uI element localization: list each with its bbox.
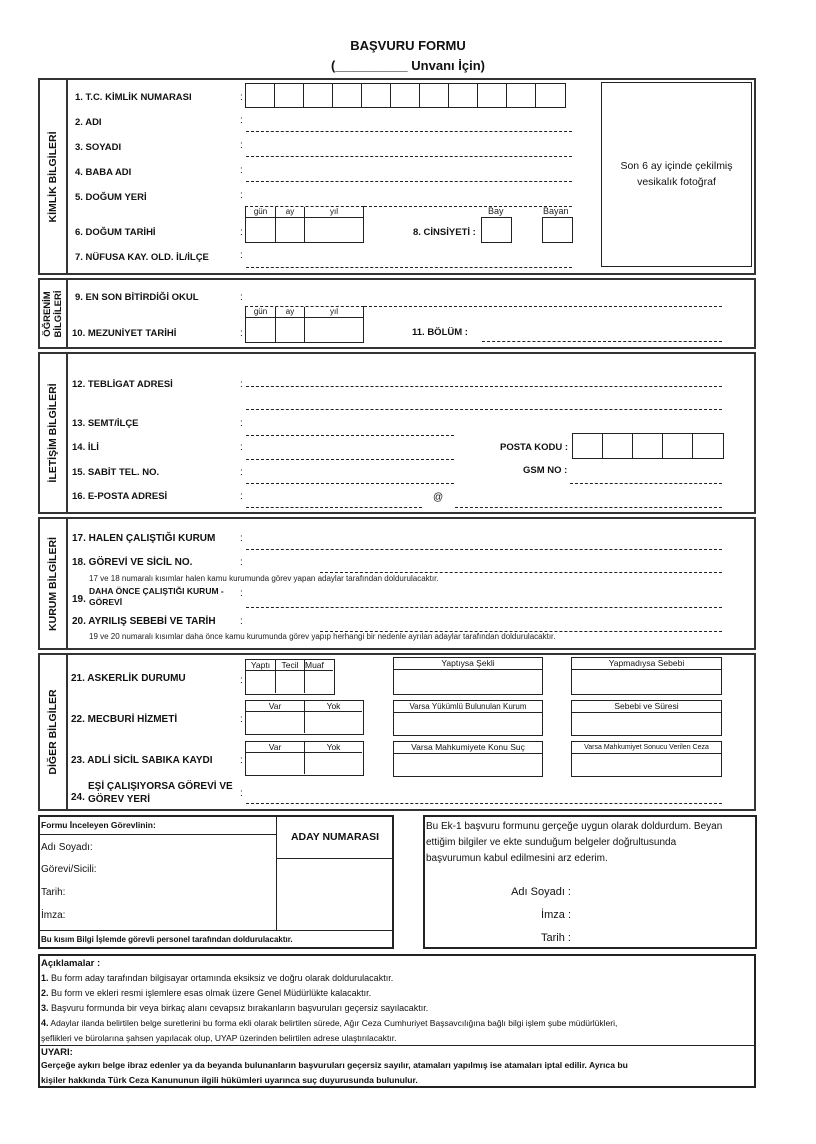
military-done-label: Yaptı bbox=[246, 660, 276, 671]
label-previous-institution-line2: GÖREVİ bbox=[89, 597, 123, 607]
position-registry-input[interactable] bbox=[320, 572, 722, 573]
day-cell[interactable] bbox=[246, 318, 276, 342]
declaration-date-label: Tarih : bbox=[541, 932, 571, 944]
section-label-education-line1: ÖĞRENİM bbox=[42, 290, 53, 337]
declaration-name-label: Adı Soyadı : bbox=[511, 886, 571, 898]
section-label-education-line2: BİLGİLERİ bbox=[53, 290, 64, 337]
form-subtitle bbox=[0, 58, 816, 73]
label-gsm: GSM NO : bbox=[523, 465, 568, 476]
label-criminal-record: 23. ADLİ SİCİL SABIKA KAYDI bbox=[71, 755, 213, 766]
declaration-line3: başvurumun kabul edilmesini arz ederim. bbox=[426, 853, 608, 864]
subtitle-open-paren: ( bbox=[331, 58, 336, 73]
current-institution-input[interactable] bbox=[246, 549, 722, 550]
label-leave-reason: 20. AYRILIŞ SEBEBİ VE TARİH bbox=[72, 616, 216, 627]
obligated-institution-label: Varsa Yükümlü Bulunulan Kurum bbox=[394, 701, 542, 713]
military-done-detail-label: Yaptıysa Şekli bbox=[394, 658, 542, 670]
declaration-text bbox=[426, 819, 722, 867]
month-label: ay bbox=[275, 207, 304, 217]
colon: : bbox=[240, 292, 243, 303]
gender-female-label: Bayan bbox=[543, 206, 569, 216]
label-current-institution: 17. HALEN ÇALIŞTIĞI KURUM bbox=[72, 533, 216, 544]
compulsory-yes-checkbox[interactable] bbox=[246, 712, 305, 733]
form-title: BAŞVURU FORMU bbox=[350, 38, 466, 53]
colon: : bbox=[240, 714, 243, 725]
label-last-school: 9. EN SON BİTİRDİĞİ OKUL bbox=[75, 292, 199, 303]
compulsory-no-checkbox[interactable] bbox=[305, 712, 362, 733]
candidate-number-field[interactable] bbox=[278, 860, 392, 929]
military-not-done-detail[interactable] bbox=[571, 657, 722, 695]
father-name-input[interactable] bbox=[246, 181, 572, 182]
colon: : bbox=[240, 675, 243, 686]
tc-no-input[interactable] bbox=[245, 83, 566, 108]
label-registry-place: 7. NÜFUSA KAY. OLD. İL/İLÇE bbox=[75, 252, 209, 263]
divider bbox=[38, 834, 276, 835]
explanation-item bbox=[41, 971, 617, 986]
section-label-wrap bbox=[40, 354, 68, 512]
label-surname: 3. SOYADI bbox=[75, 142, 122, 153]
email-domain-input[interactable] bbox=[455, 507, 722, 508]
subtitle-suffix: Unvanı İçin) bbox=[407, 58, 485, 73]
criminal-no-label: Yok bbox=[305, 742, 362, 753]
explanation-item-cont: şeflikleri ve bürolarına şahsen yapılacak olup, UYAP üzerinden belirtilen adrese ulaştırılacaktır. bbox=[41, 1033, 397, 1043]
warning-title: UYARI: bbox=[41, 1047, 73, 1058]
department-input[interactable] bbox=[482, 341, 722, 342]
gender-female-checkbox[interactable] bbox=[542, 217, 573, 243]
label-compulsory-service: 22. MECBURİ HİZMETİ bbox=[71, 714, 178, 725]
label-email: 16. E-POSTA ADRESİ bbox=[72, 491, 168, 502]
label-birthplace: 5. DOĞUM YERİ bbox=[75, 192, 147, 203]
reviewer-signature-label: İmza: bbox=[41, 910, 66, 921]
phone-input[interactable] bbox=[246, 483, 454, 484]
divider bbox=[276, 858, 394, 859]
month-cell[interactable] bbox=[276, 218, 305, 242]
explanation-text: Bu form ve ekleri resmi işlemlere esas olmak üzere Genel Müdürlükte kalacaktır. bbox=[48, 988, 372, 998]
month-label: ay bbox=[275, 307, 304, 317]
explanation-number: 3. bbox=[41, 1003, 49, 1013]
explanation-number: 2. bbox=[41, 988, 49, 998]
reviewer-role-label: Görevi/Sicili: bbox=[41, 864, 97, 875]
note-19-20: 19 ve 20 numaralı kısımlar daha önce kamu kurumunda görev yapıp herhangi bir nedenle ayrılan adaylar tarafından doldurulacaktır. bbox=[89, 632, 556, 641]
explanation-item bbox=[41, 1016, 617, 1031]
explanation-item bbox=[41, 986, 617, 1001]
label-military: 21. ASKERLİK DURUMU bbox=[71, 673, 186, 684]
section-label-education bbox=[42, 290, 64, 337]
military-status-options[interactable] bbox=[245, 659, 335, 695]
label-birthdate: 6. DOĞUM TARİHİ bbox=[75, 227, 156, 238]
military-done-checkbox[interactable] bbox=[246, 671, 276, 693]
candidate-number-label: ADAY NUMARASI bbox=[290, 831, 380, 843]
day-cell[interactable] bbox=[246, 218, 276, 242]
colon: : bbox=[240, 467, 243, 478]
birthdate-input[interactable] bbox=[245, 206, 364, 243]
label-gender: 8. CİNSİYETİ : bbox=[413, 227, 476, 238]
declaration-line2: ettiğim bilgiler ve ekte sunduğum belgeler doğrultusunda bbox=[426, 837, 677, 848]
conviction-penalty-label: Varsa Mahkumiyet Sonucu Verilen Ceza bbox=[572, 742, 721, 754]
military-deferred-checkbox[interactable] bbox=[276, 671, 305, 693]
conviction-penalty-field[interactable] bbox=[571, 741, 722, 777]
divider bbox=[38, 930, 394, 931]
reason-duration-field[interactable] bbox=[571, 700, 722, 736]
criminal-no-checkbox[interactable] bbox=[305, 753, 362, 774]
address-input-line2[interactable] bbox=[246, 409, 722, 410]
colon: : bbox=[240, 418, 243, 429]
warning-line2: kişiler hakkında Türk Ceza Kanununun ilgili hükümleri uyarınca suç duyurusunda bulunulur. bbox=[41, 1075, 418, 1085]
colon: : bbox=[240, 165, 243, 176]
postal-code-input[interactable] bbox=[572, 433, 724, 459]
name-input[interactable] bbox=[246, 131, 572, 132]
previous-institution-input[interactable] bbox=[246, 607, 722, 608]
military-done-detail[interactable] bbox=[393, 657, 543, 695]
label-spouse-job-line2: GÖREV YERİ bbox=[88, 794, 151, 805]
surname-input[interactable] bbox=[246, 156, 572, 157]
reviewer-date-label: Tarih: bbox=[41, 887, 66, 898]
military-exempt-checkbox[interactable] bbox=[305, 671, 333, 693]
year-label: yıl bbox=[304, 207, 364, 217]
month-cell[interactable] bbox=[276, 318, 305, 342]
reason-duration-label: Sebebi ve Süresi bbox=[572, 701, 721, 713]
explanation-item bbox=[41, 1001, 617, 1016]
photo-text-line2: vesikalık fotoğraf bbox=[637, 176, 716, 188]
section-label-wrap bbox=[40, 519, 68, 648]
label-previous-institution-line1: DAHA ÖNCE ÇALIŞTIĞI KURUM - bbox=[89, 586, 224, 596]
label-city: 14. İLİ bbox=[72, 442, 99, 453]
military-deferred-label: Tecil bbox=[276, 660, 305, 671]
warning-line1: Gerçeğe aykırı belge ibraz edenler ya da beyanda bulunanların başvuruları geçersiz sayılır, atamaları yapılmış ise atamaları iptal edilir. Ayrıca bu bbox=[41, 1060, 628, 1070]
obligated-institution-field[interactable] bbox=[393, 700, 543, 736]
label-spouse-job bbox=[88, 780, 233, 806]
label-district: 13. SEMT/İLÇE bbox=[72, 418, 139, 429]
colon: : bbox=[240, 115, 243, 126]
address-input-line1[interactable] bbox=[246, 386, 722, 387]
title-blank[interactable]: __________ bbox=[335, 58, 408, 73]
label-19-number: 19. bbox=[72, 594, 86, 605]
note-17-18: 17 ve 18 numaralı kısımlar halen kamu kurumunda görev yapan adaylar tarafından doldurulacaktır. bbox=[89, 574, 439, 583]
colon: : bbox=[240, 379, 243, 390]
colon: : bbox=[240, 250, 243, 261]
label-address: 12. TEBLİGAT ADRESİ bbox=[72, 379, 173, 390]
explanations-list bbox=[41, 971, 617, 1046]
district-input[interactable] bbox=[246, 435, 454, 436]
compulsory-yes-label: Var bbox=[246, 701, 305, 712]
colon: : bbox=[240, 227, 243, 238]
declaration-line1: Bu Ek-1 başvuru formunu gerçeğe uygun olarak doldurdum. Beyan bbox=[426, 821, 723, 832]
compulsory-service-options[interactable] bbox=[245, 700, 364, 735]
photo-text-line1: Son 6 ay içinde çekilmiş bbox=[620, 160, 733, 172]
military-not-done-detail-label: Yapmadıysa Sebebi bbox=[572, 658, 721, 670]
birthplace-input[interactable] bbox=[364, 206, 572, 207]
colon: : bbox=[240, 788, 243, 799]
colon: : bbox=[240, 755, 243, 766]
label-spouse-job-line1: EŞİ ÇALIŞIYORSA GÖREVİ VE bbox=[88, 781, 233, 792]
explanation-text: Başvuru formunda bir veya birkaç alanı cevapsız bırakanların başvuruları geçersiz sayılacaktır. bbox=[48, 1003, 429, 1013]
colon: : bbox=[240, 442, 243, 453]
explanations-title: Açıklamalar : bbox=[41, 958, 101, 969]
year-cell[interactable] bbox=[305, 218, 363, 242]
gsm-input[interactable] bbox=[570, 483, 722, 484]
explanation-number: 4. bbox=[41, 1018, 49, 1028]
colon: : bbox=[240, 588, 243, 599]
conviction-crime-field[interactable] bbox=[393, 741, 543, 777]
criminal-record-options[interactable] bbox=[245, 741, 364, 776]
label-postal-code: POSTA KODU : bbox=[500, 442, 569, 453]
day-label: gün bbox=[245, 307, 275, 317]
reviewer-footer-note: Bu kısım Bilgi İşlemde görevli personel tarafından doldurulacaktır. bbox=[41, 935, 293, 944]
label-name: 2. ADI bbox=[75, 117, 102, 128]
compulsory-no-label: Yok bbox=[305, 701, 362, 712]
colon: : bbox=[240, 190, 243, 201]
gender-male-label: Bay bbox=[488, 206, 504, 216]
day-label: gün bbox=[245, 207, 275, 217]
at-sign: @ bbox=[433, 492, 444, 503]
criminal-yes-checkbox[interactable] bbox=[246, 753, 305, 774]
label-father-name: 4. BABA ADI bbox=[75, 167, 132, 178]
colon: : bbox=[240, 328, 243, 339]
section-label-identity: KİMLİK BİLGİLERİ bbox=[47, 131, 59, 222]
photo-box[interactable] bbox=[601, 82, 752, 267]
colon: : bbox=[240, 533, 243, 544]
section-label-wrap bbox=[40, 280, 68, 347]
colon: : bbox=[240, 616, 243, 627]
reviewer-title: Formu İnceleyen Görevlinin: bbox=[41, 820, 156, 830]
label-24-number: 24. bbox=[71, 792, 85, 803]
section-label-contact: İLETİŞİM BİLGİLERİ bbox=[47, 383, 59, 483]
label-tc-no: 1. T.C. KİMLİK NUMARASI bbox=[75, 92, 192, 103]
explanation-text: Bu form aday tarafından bilgisayar ortamında eksiksiz ve doğru olarak doldurulacaktır. bbox=[48, 973, 394, 983]
graduation-date-input[interactable] bbox=[245, 306, 364, 343]
year-cell[interactable] bbox=[305, 318, 363, 342]
criminal-yes-label: Var bbox=[246, 742, 305, 753]
city-input[interactable] bbox=[246, 459, 454, 460]
section-label-wrap bbox=[40, 80, 68, 273]
declaration-signature-label: İmza : bbox=[541, 909, 571, 921]
label-department: 11. BÖLÜM : bbox=[412, 327, 468, 338]
label-position-registry: 18. GÖREVİ VE SİCİL NO. bbox=[72, 557, 193, 568]
gender-male-checkbox[interactable] bbox=[481, 217, 512, 243]
section-label-institution: KURUM BİLGİLERİ bbox=[47, 536, 59, 631]
email-user-input[interactable] bbox=[246, 507, 422, 508]
colon: : bbox=[240, 140, 243, 151]
spouse-job-input[interactable] bbox=[246, 803, 722, 804]
label-graduation-date: 10. MEZUNİYET TARİHİ bbox=[72, 328, 177, 339]
conviction-crime-label: Varsa Mahkumiyete Konu Suç bbox=[394, 742, 542, 754]
section-label-wrap bbox=[40, 655, 68, 809]
explanation-number: 1. bbox=[41, 973, 49, 983]
label-phone: 15. SABİT TEL. NO. bbox=[72, 467, 160, 478]
last-school-input[interactable] bbox=[364, 306, 722, 307]
label-previous-institution bbox=[89, 586, 224, 608]
colon: : bbox=[240, 557, 243, 568]
colon: : bbox=[240, 491, 243, 502]
reviewer-name-label: Adı Soyadı: bbox=[41, 842, 93, 853]
colon: : bbox=[240, 92, 243, 103]
military-exempt-label: Muaf bbox=[305, 660, 333, 671]
section-label-other: DİĞER BİLGİLER bbox=[47, 689, 59, 775]
registry-place-input[interactable] bbox=[246, 267, 572, 268]
explanation-text: Adaylar ilanda belirtilen belge suretlerini bu forma ekli olarak belirtilen sürede, Ağır Ceza Cumhuriyet Başsavcılığına bağlı bilgi işlem şube müdürlükleri, bbox=[48, 1018, 618, 1028]
year-label: yıl bbox=[304, 307, 364, 317]
